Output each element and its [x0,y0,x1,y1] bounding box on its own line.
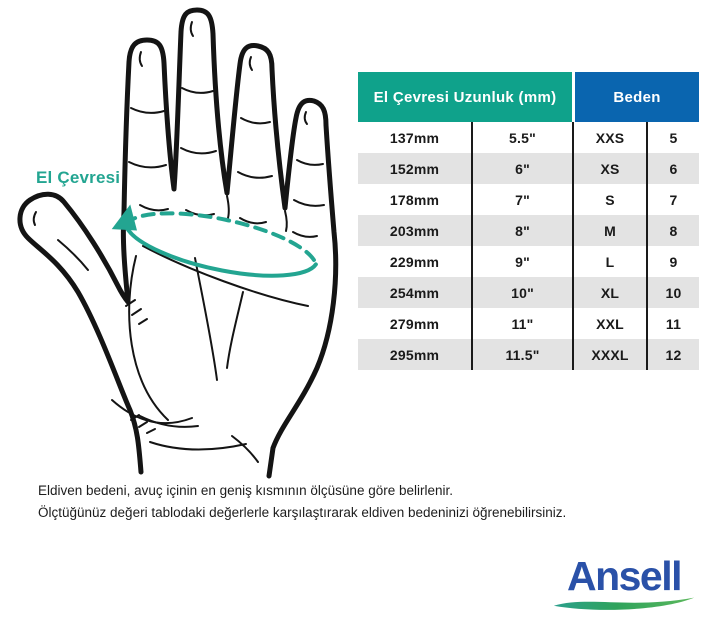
hand-circumference-label: El Çevresi [36,168,121,187]
cell-size: M [574,215,648,246]
header-size: Beden [575,72,699,122]
hand-outline [20,10,336,476]
cell-size: XL [574,277,648,308]
table-body [358,122,699,370]
cell-size: XXL [574,308,648,339]
cell-num: 7 [669,191,678,208]
cell-inch: 11.5" [473,339,574,370]
cell-mm: 203mm [358,215,473,246]
size-table [358,72,699,370]
footnote-line-1: Eldiven bedeni, avuç içinin en geniş kısmının ölçüsüne göre belirlenir. [38,483,453,498]
cell-inch: 10" [473,277,574,308]
table-header [358,72,699,122]
cell-mm: 137mm [358,122,473,153]
footnote-line-2: Ölçtüğünüz değeri tablodaki değerlerle karşılaştırarak eldiven bedeninizi öğrenebilirsiniz. [38,505,567,520]
cell-size: L [574,246,648,277]
cell-inch: 11" [473,308,574,339]
table-row [358,277,699,308]
cell-num: 10 [665,284,682,301]
cell-num: 11 [665,315,682,332]
cell-num: 9 [669,253,678,270]
table-row [358,122,699,153]
cell-inch: 5.5" [473,122,574,153]
cell-inch: 9" [473,246,574,277]
hand-illustration [0,0,352,492]
cell-mm: 229mm [358,246,473,277]
cell-inch: 7" [473,184,574,215]
cell-mm: 279mm [358,308,473,339]
cell-size: XS [574,153,648,184]
cell-num: 5 [669,129,678,146]
cell-size: S [574,184,648,215]
cell-inch: 6" [473,153,574,184]
table-row [358,246,699,277]
footnote [38,480,566,524]
cell-num: 12 [665,346,682,363]
table-row [358,184,699,215]
cell-mm: 295mm [358,339,473,370]
cell-mm: 254mm [358,277,473,308]
cell-mm: 178mm [358,184,473,215]
cell-size: XXXL [574,339,648,370]
cell-mm: 152mm [358,153,473,184]
cell-inch: 8" [473,215,574,246]
cell-size: XXS [574,122,648,153]
table-row [358,339,699,370]
brand-wordmark: Ansell [566,553,682,599]
cell-num: 6 [669,160,678,177]
cell-num: 8 [669,222,678,239]
header-measure: El Çevresi Uzunluk (mm) [358,72,572,122]
table-row [358,153,699,184]
table-row [358,215,699,246]
table-row [358,308,699,339]
ansell-logo [544,553,704,612]
